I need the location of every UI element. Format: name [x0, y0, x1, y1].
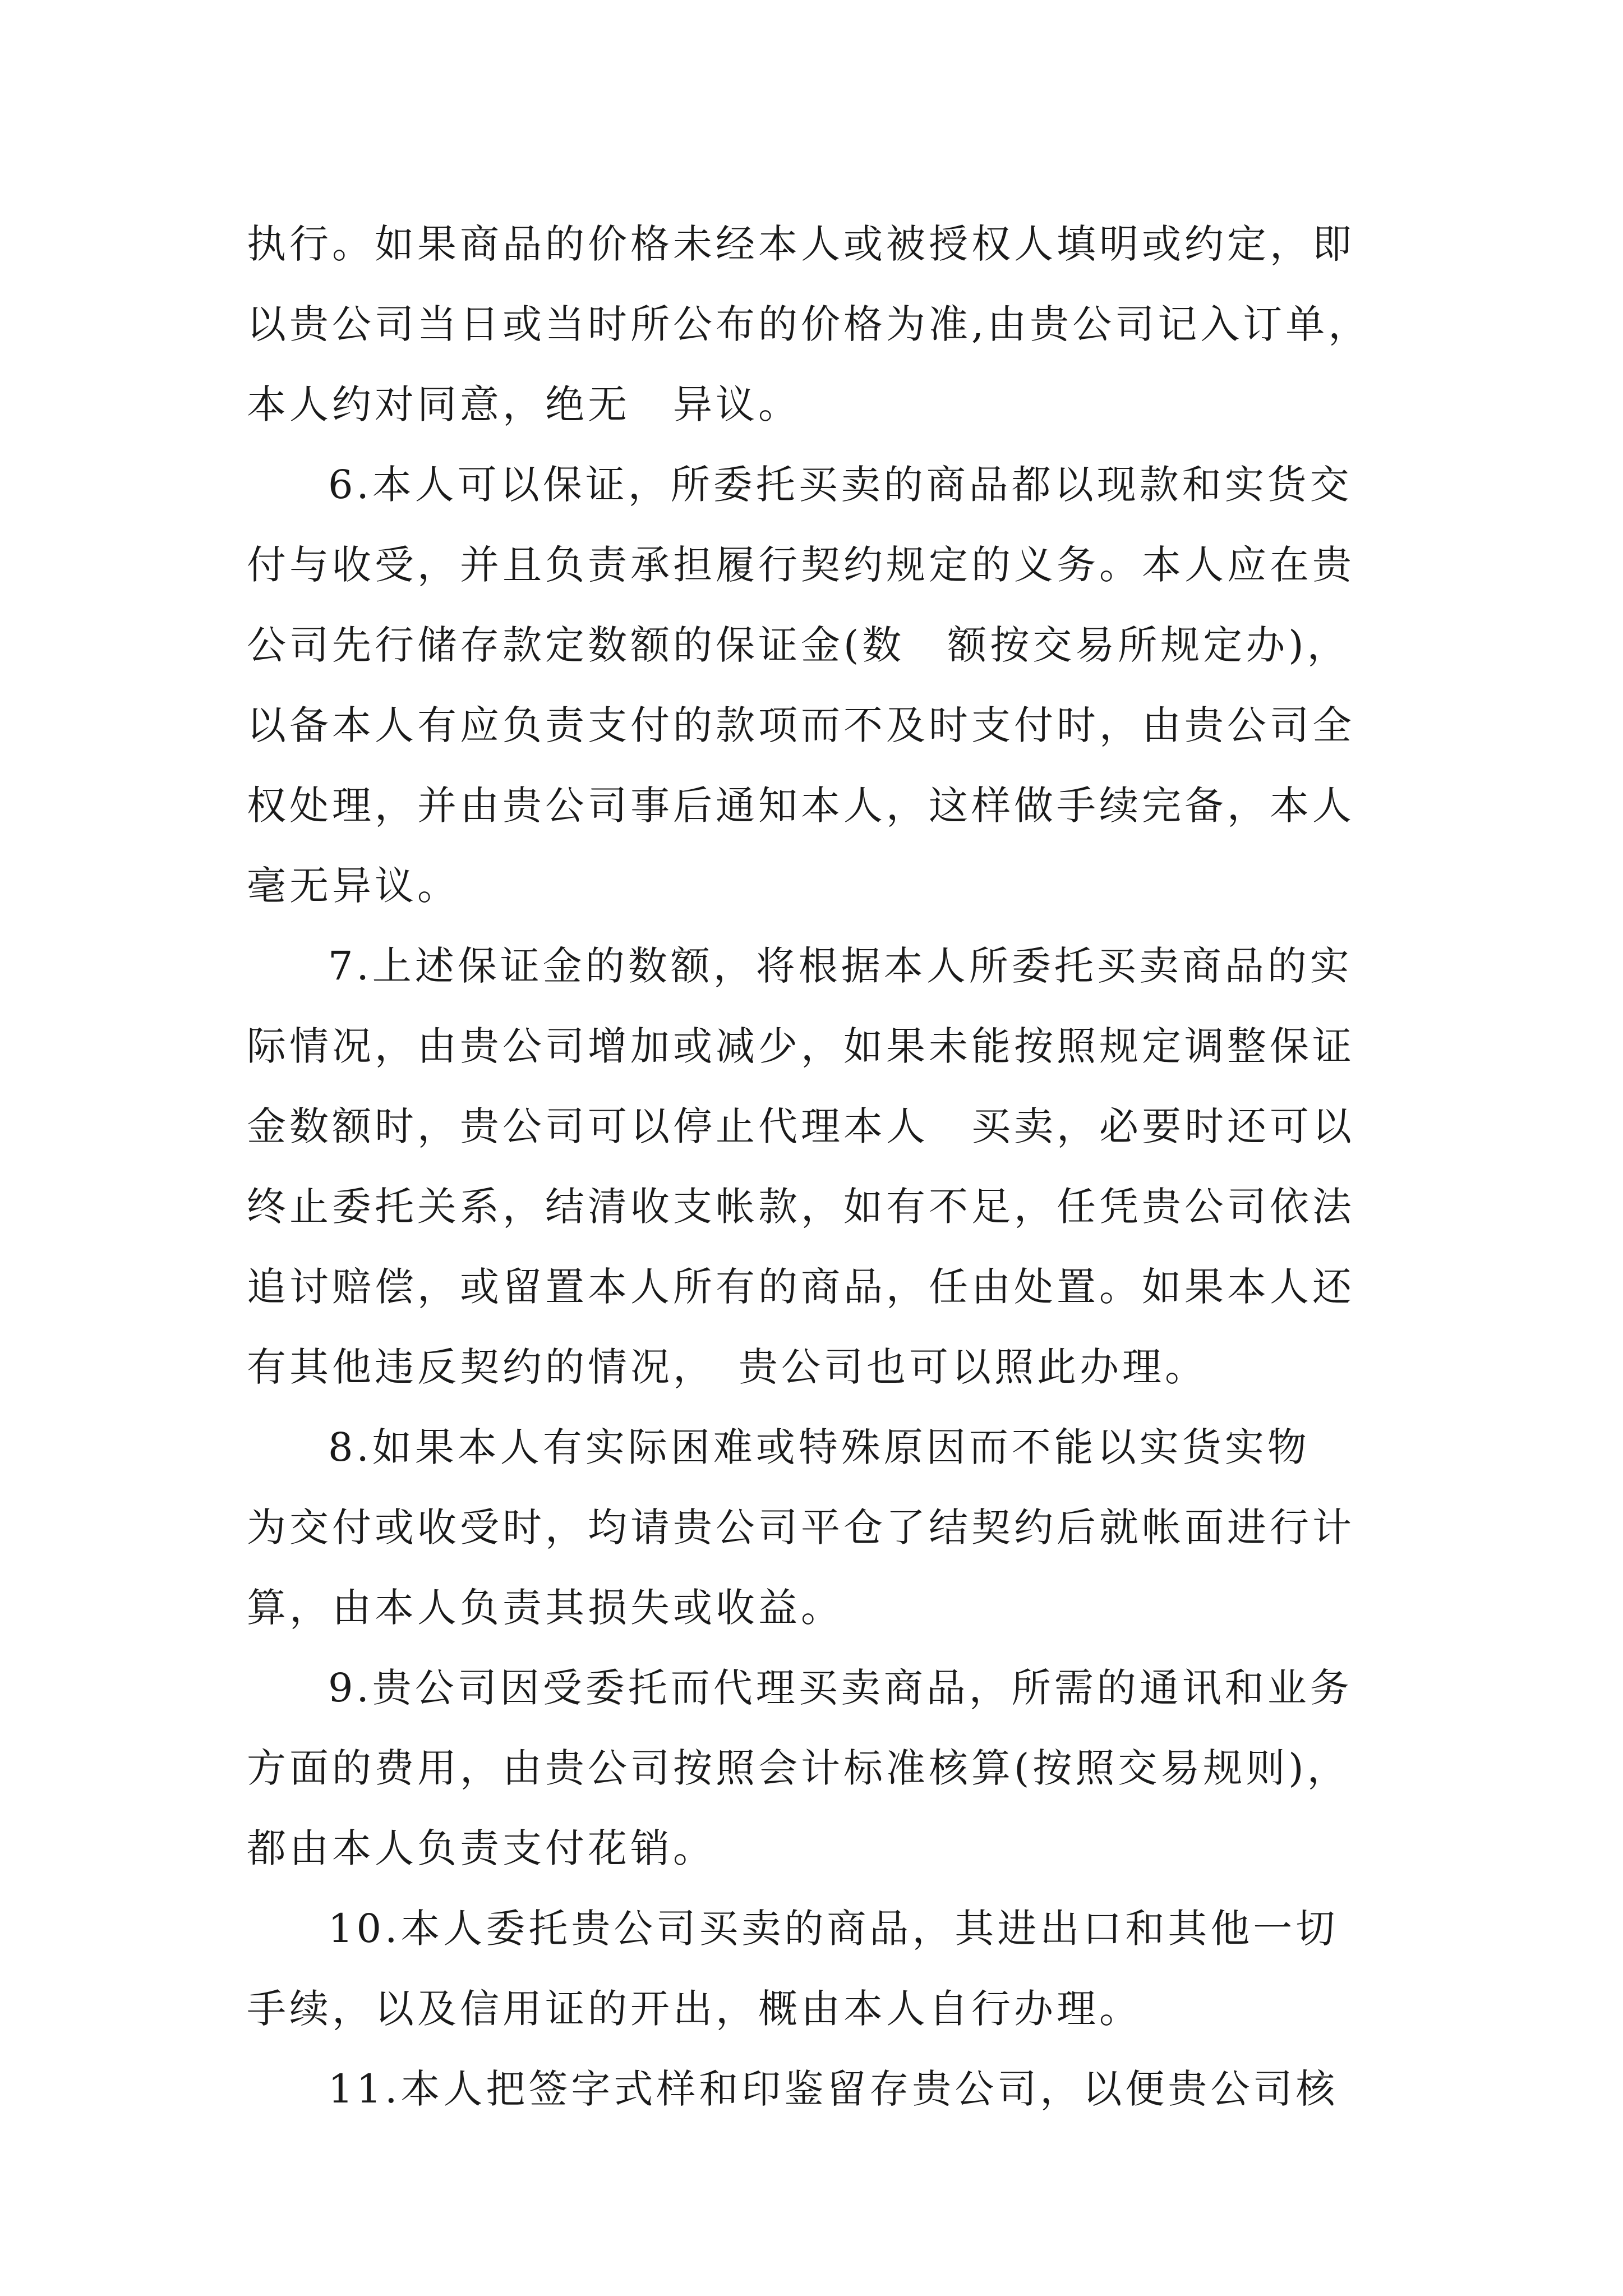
- text-line: 以备本人有应负责支付的款项而不及时支付时，由贵公司全: [247, 702, 1355, 748]
- text-line: 权处理，并由贵公司事后通知本人，这样做手续完备，本人: [247, 783, 1355, 829]
- text-line: 金数额时，贵公司可以停止代理本人 买卖，必要时还可以: [247, 1103, 1355, 1149]
- text-line: 付与收受，并且负责承担履行契约规定的义务。本人应在贵: [247, 542, 1355, 588]
- text-line: 都由本人负责支付花销。: [247, 1825, 716, 1871]
- paragraph-11-start: 11.本人把签字式样和印鉴留存贵公司，以便贵公司核: [328, 2066, 1339, 2112]
- text-line: 手续，以及信用证的开出，概由本人自行办理。: [247, 1986, 1142, 2032]
- text-line: 执行。如果商品的价格未经本人或被授权人填明或约定，即: [247, 221, 1355, 267]
- paragraph-6-start: 6.本人可以保证，所委托买卖的商品都以现款和实货交: [328, 462, 1353, 508]
- text-line: 以贵公司当日或当时所公布的价格为准,由贵公司记入订单，: [247, 301, 1371, 347]
- text-line: 方面的费用，由贵公司按照会计标准核算(按照交易规则)，: [247, 1745, 1350, 1791]
- text-line: 际情况，由贵公司增加或减少，如果未能按照规定调整保证: [247, 1023, 1355, 1069]
- paragraph-9-start: 9.贵公司因受委托而代理买卖商品，所需的通讯和业务: [328, 1665, 1353, 1711]
- text-line: 公司先行储存款定数额的保证金(数 额按交易所规定办)，: [247, 622, 1350, 668]
- text-line: 终止委托关系，结清收支帐款，如有不足，任凭贵公司依法: [247, 1184, 1355, 1230]
- text-line: 本人约对同意，绝无 异议。: [247, 381, 801, 427]
- text-line: 毫无异议。: [247, 863, 460, 909]
- text-line: 为交付或收受时，均请贵公司平仓了结契约后就帐面进行计: [247, 1504, 1355, 1550]
- paragraph-8-start: 8.如果本人有实际困难或特殊原因而不能以实货实物: [328, 1424, 1310, 1470]
- text-line: 有其他违反契约的情况， 贵公司也可以照此办理。: [247, 1344, 1207, 1390]
- paragraph-7-start: 7.上述保证金的数额，将根据本人所委托买卖商品的实: [328, 943, 1353, 989]
- text-line: 算，由本人负责其损失或收益。: [247, 1585, 843, 1631]
- text-line: 追讨赔偿，或留置本人所有的商品，任由处置。如果本人还: [247, 1264, 1355, 1310]
- paragraph-10-start: 10.本人委托贵公司买卖的商品，其进出口和其他一切: [328, 1906, 1339, 1952]
